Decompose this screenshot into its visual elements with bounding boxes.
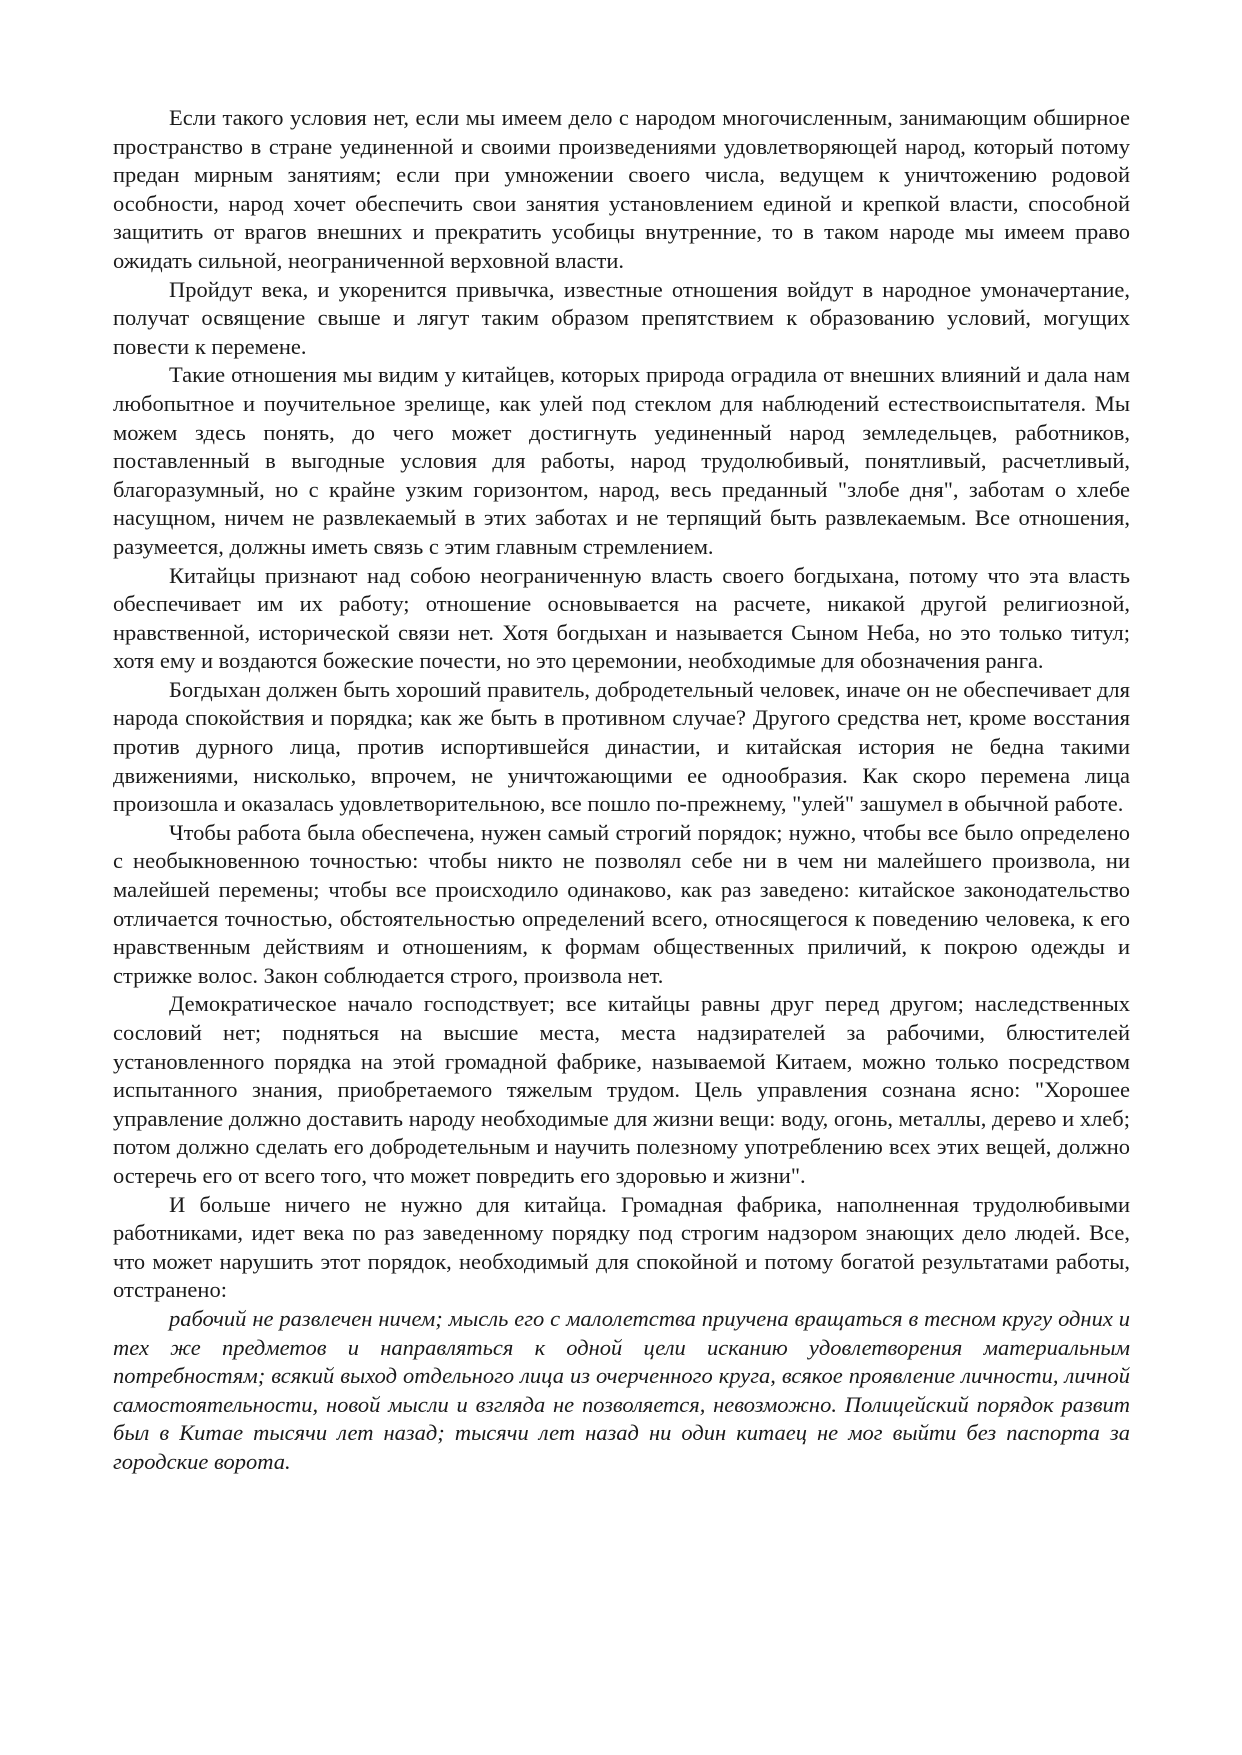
paragraph-7: Демократическое начало господствует; все китайцы равны друг перед другом; наследственных сословий нет; подняться на высшие места, места надзирателей за рабочими, блюстителей установленного порядка на этой громадной фабрике, называемой Китаем, можно только посредством испытанного знания, приобретаемого тяжелым трудом. Цель управления сознана ясно: "Хорошее управление должно доставить народу необходимые для жизни вещи: воду, огонь, металлы, дерево и хлеб; потом должно сделать его добродетельным и научить полезному употреблению всех этих вещей, должно остеречь его от всего того, что может повредить его здоровью и жизни". [113, 991, 1130, 1188]
paragraph-4: Китайцы признают над собою неограниченную власть своего богдыхана, потому что эта власть обеспечивает им их работу; отношение основывается на расчете, никакой другой религиозной, нравственной, исторической связи нет. Хотя богдыхан и называется Сыном Неба, но это только титул; хотя ему и воздаются божеские почести, но это церемонии, необходимые для обозначения ранга. [113, 562, 1130, 674]
paragraph-5: Богдыхан должен быть хороший правитель, добродетельный человек, иначе он не обеспечивает для народа спокойствия и порядка; как же быть в противном случае? Другого средства нет, кроме восстания против дурного лица, против испортившейся династии, и китайская история не бедна такими движениями, нисколько, впрочем, не уничтожающими ее однообразия. Как скоро перемена лица произошла и оказалась удовлетворительною, все пошло по-прежнему, "улей" зашумел в обычной работе. [113, 676, 1130, 817]
paragraph-2: Пройдут века, и укоренится привычка, известные отношения войдут в народное умоначертание, получат освящение свыше и лягут таким образом препятствием к образованию условий, могущих повести к перемене. [113, 276, 1130, 359]
paragraph-6: Чтобы работа была обеспечена, нужен самый строгий порядок; нужно, чтобы все было определено с необыкновенною точностью: чтобы никто не позволял себе ни в чем ни малейшего произвола, ни малейшей перемены; чтобы все происходило одинаково, как раз заведено: китайское законодательство отличается точностью, обстоятельностью определений всего, относящегося к поведению человека, к его нравственным действиям и отношениям, к формам общественных приличий, к покрою одежды и стрижке волос. Закон соблюдается строго, произвола нет. [113, 819, 1130, 988]
document-page [113, 104, 1130, 1477]
paragraph-1: Если такого условия нет, если мы имеем дело с народом многочисленным, занимающим обширное пространство в стране уединенной и своими произведениями удовлетворяющей народ, который потому предан мирным занятиям; если при умножении своего числа, ведущем к уничтожению родовой особности, народ хочет обеспечить свои занятия установлением единой и крепкой власти, способной защитить от врагов внешних и прекратить усобицы внутренние, то в таком народе мы имеем право ожидать сильной, неограниченной верховной власти. [113, 105, 1130, 273]
paragraph-9-italic: рабочий не развлечен ничем; мысль его с малолетства приучена вращаться в тесном кругу одних и тех же предметов и направляться к одной цели исканию удовлетворения материальным потребностям; всякий выход отдельного лица из очерченного круга, всякое проявление личности, личной самостоятельности, новой мысли и взгляда не позволяется, невозможно. Полицейский порядок развит был в Китае тысячи лет назад; тысячи лет назад ни один китаец не мог выйти без паспорта за городские ворота. [113, 1305, 1130, 1474]
paragraph-3: Такие отношения мы видим у китайцев, которых природа оградила от внешних влияний и дала нам любопытное и поучительное зрелище, как улей под стеклом для наблюдений естествоиспытателя. Мы можем здесь понять, до чего может достигнуть уединенный народ земледельцев, работников, поставленный в выгодные условия для работы, народ трудолюбивый, понятливый, расчетливый, благоразумный, но с крайне узким горизонтом, народ, весь преданный "злобе дня", заботам о хлебе насущном, ничем не развлекаемый в этих заботах и не терпящий быть развлекаемым. Все отношения, разумеется, должны иметь связь с этим главным стремлением. [113, 362, 1130, 559]
paragraph-8: И больше ничего не нужно для китайца. Громадная фабрика, наполненная трудолюбивыми работниками, идет века по раз заведенному порядку под строгим надзором знающих дело людей. Все, что может нарушить этот порядок, необходимый для спокойной и потому богатой результатами работы, отстранено: [113, 1191, 1130, 1303]
